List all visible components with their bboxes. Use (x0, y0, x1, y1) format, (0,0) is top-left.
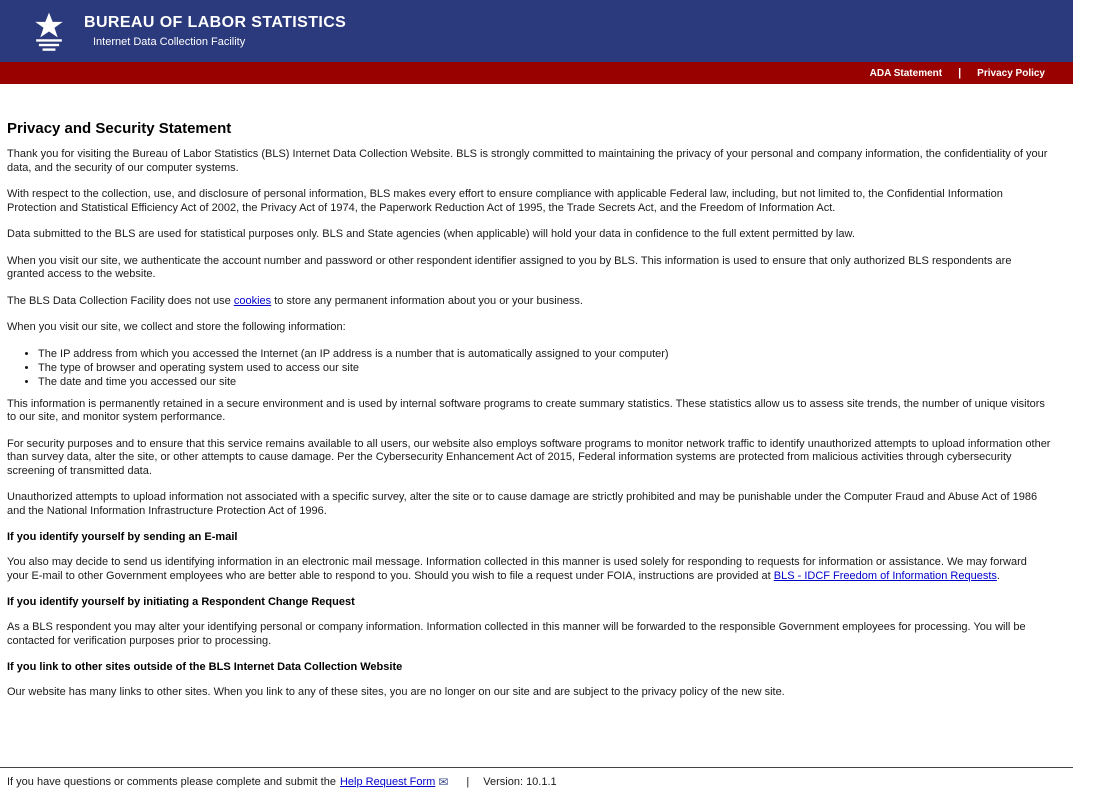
cookies-text-before: The BLS Data Collection Facility does not use (7, 294, 234, 307)
list-item-date-time: • The date and time you accessed our site (38, 375, 1051, 389)
list-item-ip-address: • The IP address from which you accessed the Internet (an IP address is a number that is automatically assigned to your computer) (38, 347, 1051, 361)
paragraph-cookies (7, 295, 1051, 309)
cookies-link[interactable]: cookies (233, 294, 272, 307)
bls-masthead (0, 0, 1073, 62)
paragraph-external-links: Our website has many links to other sites. When you link to any of these sites, you are no longer on our site and are subject to the privacy policy of the new site. (7, 686, 785, 698)
heading-change-request: If you identify yourself by initiating a Respondent Change Request (7, 596, 355, 608)
paragraph-email (7, 556, 1051, 583)
heading-external-links: If you link to other sites outside of the BLS Internet Data Collection Website (7, 661, 403, 673)
help-request-form-link[interactable]: Help Request Form (339, 776, 436, 788)
page-footer (0, 767, 1073, 802)
paragraph-statistical-purposes: Data submitted to the BLS are used for statistical purposes only. BLS and State agencies (when applicable) will hold your data in confidence to the full extent permitted by law. (7, 228, 855, 240)
paragraph-authentication: When you visit our site, we authenticate the account number and password or other respondent identifier assigned to you by BLS. This information is used to ensure that only authorized BLS respondents are granted access to the website. (7, 254, 1012, 280)
paragraph-retention: This information is permanently retained in a secure environment and is used by internal software programs to create summary statistics. These statistics allow us to assess site trends, the number of unique visitors to our site, and monitor system performance. (7, 397, 1045, 423)
email-text-before: You also may decide to send us identifying information in an electronic mail message. Information collected in this manner is used solely for responding to requests for information or assistance. We may forward your E-mail to other Government employees who are better able to respond to you. Should you wish to file a request under FOIA, instructions are provided at (7, 556, 1027, 582)
paragraph-intro: Thank you for visiting the Bureau of Labor Statistics (BLS) Internet Data Collection Website. BLS is strongly committed to maintaining the privacy of your personal and company information, the confidentiality of your data, and the security of our computer systems. (7, 148, 1048, 174)
masthead-text (84, 14, 346, 48)
collected-info-list (38, 347, 1051, 389)
nav-link-ada-statement[interactable]: ADA Statement (869, 67, 943, 79)
paragraph-change-request: As a BLS respondent you may alter your identifying personal or company information. Information collected in this manner will be forwarded to the responsible Government employees for processing. You will be contacted for verification purposes prior to processing. (7, 621, 1026, 647)
paragraph-federal-law: With respect to the collection, use, and disclosure of personal information, BLS makes every effort to ensure compliance with applicable Federal law, including, but not limited to, the Confidential Information Protection and Statistical Efficiency Act of 2002, the Privacy Act of 1974, the Paperwork Reduction Act of 1995, the Trade Secrets Act, and the Freedom of Information Act. (7, 188, 1003, 214)
version-label: Version: 10.1.1 (483, 776, 557, 788)
cookies-text-after: to store any permanent information about you or your business. (271, 294, 583, 307)
paragraph-unauthorized-attempts: Unauthorized attempts to upload information not associated with a specific survey, alter the site or to cause damage are strictly prohibited and may be punishable under the Computer Fraud and Abuse Act of 1986 and the National Information Infrastructure Protection Act of 1996. (7, 491, 1038, 517)
facility-subtitle: Internet Data Collection Facility (93, 36, 246, 48)
foia-requests-link[interactable]: BLS - IDCF Freedom of Information Requests (773, 569, 997, 582)
heading-email: If you identify yourself by sending an E-mail (7, 531, 238, 543)
list-item-browser-os: • The type of browser and operating system used to access our site (38, 361, 1051, 375)
nav-link-privacy-policy[interactable]: Privacy Policy (977, 67, 1045, 79)
email-text-after: . (996, 569, 1000, 582)
page-title: Privacy and Security Statement (7, 120, 232, 137)
agency-title: BUREAU OF LABOR STATISTICS (84, 14, 347, 31)
paragraph-security-monitoring: For security purposes and to ensure that this service remains available to all users, our website also employs software programs to monitor network traffic to identify unauthorized attempts to upload information other than survey data, alter the site, or other attempts to cause damage. Per the Cybersecurity Enhancement Act of 2015, Federal information systems are protected from malicious activities through cybersecurity screening of transmitted data. (7, 437, 1051, 477)
footer-prompt: If you have questions or comments please complete and submit the (7, 776, 336, 788)
email-icon: ✉ (438, 775, 449, 789)
paragraph-collect-intro: When you visit our site, we collect and store the following information: (7, 321, 346, 333)
nav-separator: | (958, 67, 962, 79)
top-nav-ribbon (0, 62, 1073, 84)
main-content (0, 84, 1073, 767)
footer-separator: | (466, 776, 470, 788)
bls-eagle-logo-icon (26, 8, 72, 54)
